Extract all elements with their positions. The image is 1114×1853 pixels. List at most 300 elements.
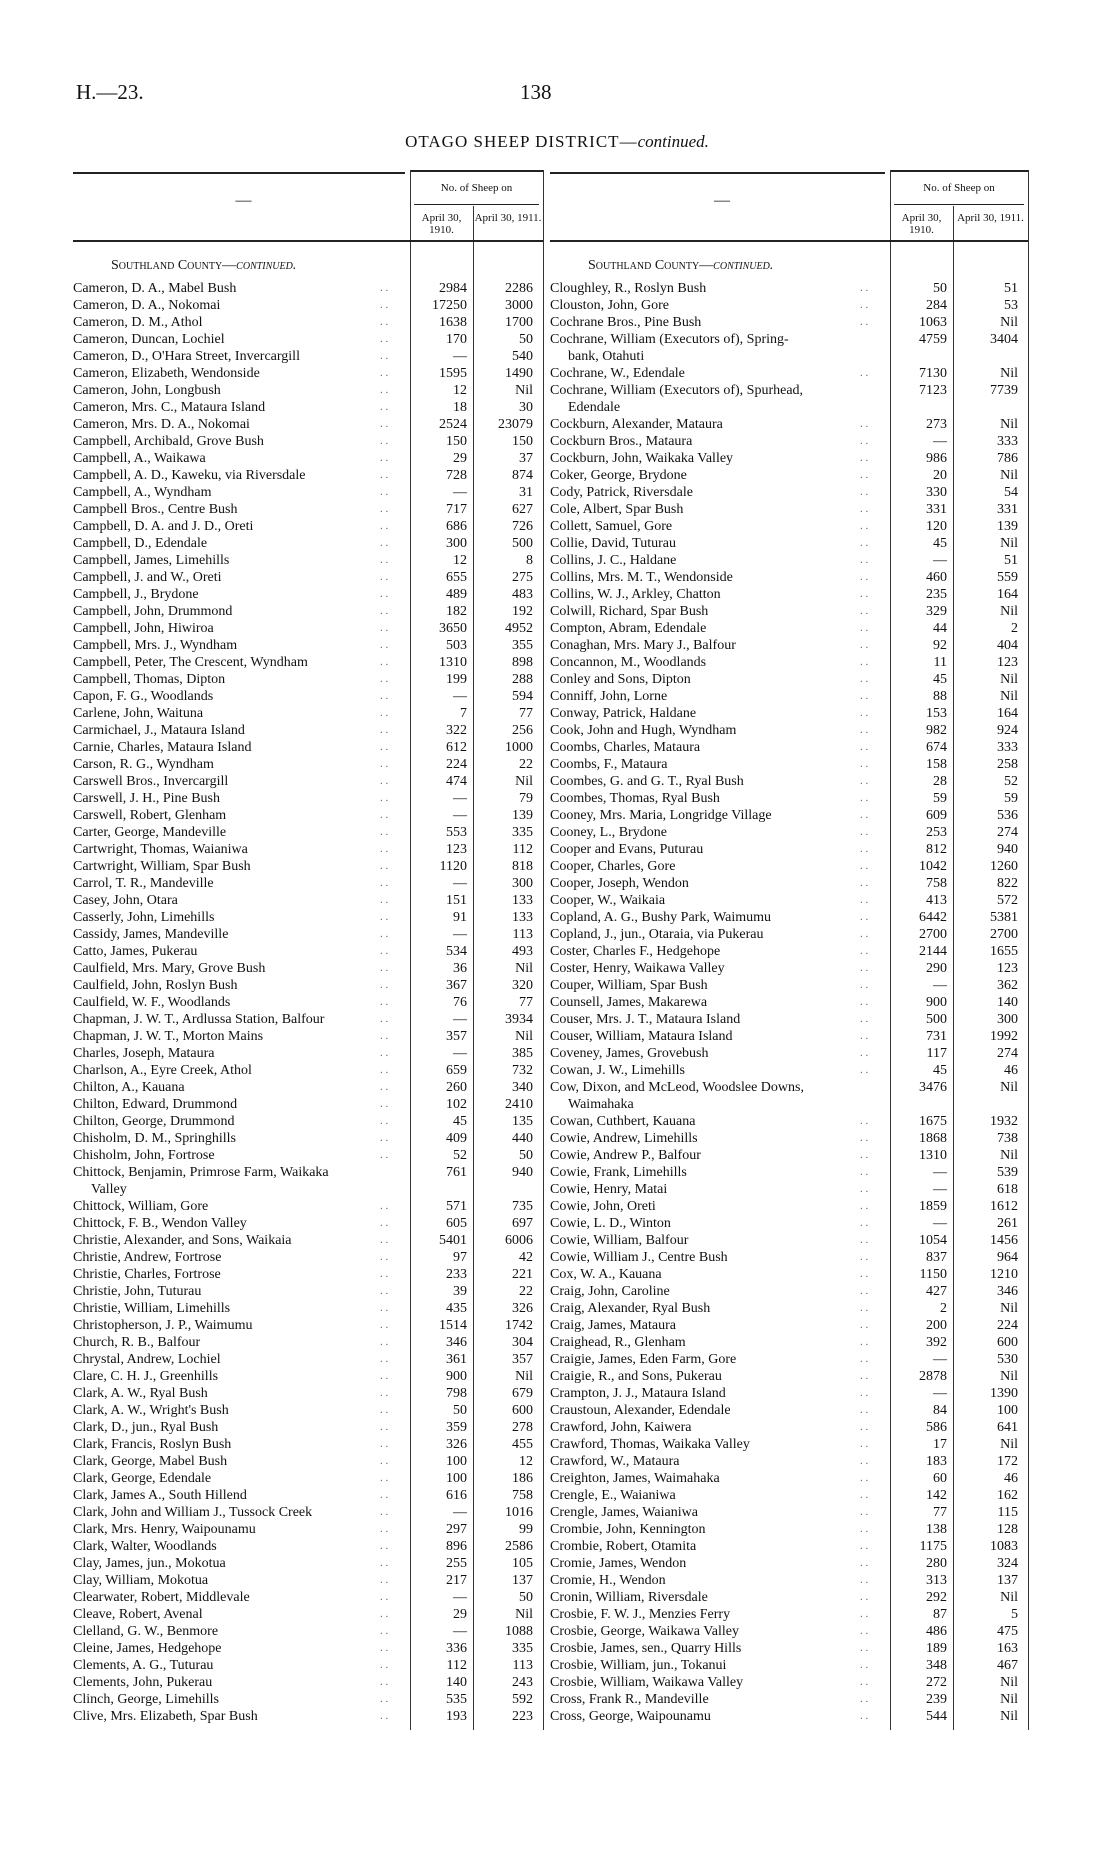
sheep-1910: 427 — [926, 1284, 947, 1299]
owner-name-text: Cole, Albert, Spar Bush — [550, 502, 684, 517]
owner-name-text: Coveney, James, Grovebush — [550, 1046, 709, 1061]
table-row — [550, 1317, 1030, 1334]
sheep-1911: 4952 — [505, 621, 533, 636]
sheep-1910: 300 — [446, 536, 467, 551]
dot-leader: . . — [860, 911, 869, 923]
table-row — [550, 977, 1030, 994]
sheep-1911: 1088 — [505, 1624, 533, 1639]
header-top-rule — [73, 172, 405, 174]
section-label: Southland County— — [588, 258, 714, 273]
owner-name — [73, 722, 402, 739]
sheep-1910: 7123 — [919, 383, 947, 398]
owner-name-text: Cameron, D., O'Hara Street, Invercargill — [73, 349, 300, 364]
owner-name-text: Cochrane, William (Executors of), Spurhead, — [550, 383, 804, 398]
owner-name-text: Christie, Andrew, Fortrose — [73, 1250, 222, 1265]
owner-name-text: Cowie, L. D., Winton — [550, 1216, 671, 1231]
dot-leader: . . — [860, 1472, 869, 1484]
owner-name — [73, 1011, 402, 1028]
owner-name-text: Clearwater, Robert, Middlevale — [73, 1590, 250, 1605]
header-sub-rule — [894, 204, 1024, 205]
sheep-1910: 1310 — [439, 655, 467, 670]
table-row — [73, 1623, 543, 1640]
table-row — [73, 1521, 543, 1538]
sheep-1910: 758 — [926, 876, 947, 891]
dot-leader: . . — [860, 1183, 869, 1195]
owner-name-text: Cowie, Frank, Limehills — [550, 1165, 687, 1180]
table-row — [73, 1011, 543, 1028]
table-row — [73, 1164, 543, 1198]
owner-name — [73, 603, 402, 620]
sheep-1911: 304 — [512, 1335, 533, 1350]
dot-leader: . . — [860, 316, 869, 328]
dot-leader: . . — [860, 1166, 869, 1178]
owner-name-text: Clark, George, Edendale — [73, 1471, 212, 1486]
table-row — [550, 824, 1030, 841]
table-row — [550, 1402, 1030, 1419]
table-row — [73, 671, 543, 688]
table-row — [73, 382, 543, 399]
dot-leader: . . — [860, 809, 869, 821]
owner-name — [550, 1691, 882, 1708]
table-row — [73, 297, 543, 314]
table-row — [550, 1062, 1030, 1079]
sheep-1910: — — [453, 1505, 467, 1520]
sheep-1911: 2286 — [505, 281, 533, 296]
dot-leader: . . — [860, 1030, 869, 1042]
table-row — [550, 1164, 1030, 1181]
table-row — [73, 1402, 543, 1419]
dot-leader: . . — [380, 809, 389, 821]
dot-leader: . . — [860, 571, 869, 583]
table-row — [550, 1606, 1030, 1623]
dot-leader: . . — [860, 1370, 869, 1382]
owner-name-text: Cartwright, William, Spar Bush — [73, 859, 251, 874]
owner-name — [73, 399, 402, 416]
header-bottom-rule — [550, 240, 1028, 242]
table-row — [550, 892, 1030, 909]
owner-name-text: Clements, A. G., Tuturau — [73, 1658, 214, 1673]
owner-name — [550, 1674, 882, 1691]
owner-name — [73, 824, 402, 841]
sheep-1911: 572 — [997, 893, 1018, 908]
owner-name — [73, 1419, 402, 1436]
sheep-1910: 5401 — [439, 1233, 467, 1248]
owner-name — [73, 314, 402, 331]
owner-name-text: Cowie, Andrew P., Balfour — [550, 1148, 701, 1163]
owner-name-text: Chilton, Edward, Drummond — [73, 1097, 238, 1112]
owner-name-text: Crampton, J. J., Mataura Island — [550, 1386, 726, 1401]
sheep-1911: 493 — [512, 944, 533, 959]
table-row — [73, 1385, 543, 1402]
sheep-1911: 77 — [519, 706, 533, 721]
sheep-1911: 137 — [512, 1573, 533, 1588]
sheep-1911: 618 — [997, 1182, 1018, 1197]
owner-name — [550, 1079, 882, 1113]
owner-name — [550, 620, 882, 637]
sheep-1910: 1120 — [439, 859, 467, 874]
owner-name-text: Coombs, F., Mataura — [550, 757, 668, 772]
owner-name-text: Chisholm, John, Fortrose — [73, 1148, 215, 1163]
table-row — [73, 1606, 543, 1623]
owner-name — [550, 1181, 882, 1198]
table-row — [550, 1028, 1030, 1045]
sheep-1910: 12 — [453, 553, 467, 568]
sheep-1910: — — [453, 349, 467, 364]
sheep-1911: 50 — [519, 332, 533, 347]
sheep-1910: 88 — [933, 689, 947, 704]
sheep-1910: 3476 — [919, 1080, 947, 1095]
sheep-1911: 12 — [519, 1454, 533, 1469]
sheep-1911: Nil — [1000, 1148, 1018, 1163]
dot-leader: . . — [380, 1302, 389, 1314]
table-row — [550, 1640, 1030, 1657]
sheep-1911: 53 — [1004, 298, 1018, 313]
owner-name-text: Christie, John, Tuturau — [73, 1284, 202, 1299]
dot-leader: . . — [380, 843, 389, 855]
dot-leader: . . — [380, 1234, 389, 1246]
owner-name — [73, 586, 402, 603]
owner-name — [73, 1402, 402, 1419]
owner-name-text: Cameron, John, Longbush — [73, 383, 221, 398]
owner-name — [550, 1232, 882, 1249]
sheep-1911: 37 — [519, 451, 533, 466]
sheep-1910: 1063 — [919, 315, 947, 330]
sheep-1910: 100 — [446, 1471, 467, 1486]
sheep-1911: 99 — [519, 1522, 533, 1537]
owner-name-text: Clinch, George, Limehills — [73, 1692, 219, 1707]
sheep-1910: 474 — [446, 774, 467, 789]
dot-leader: . . — [860, 741, 869, 753]
sheep-1911: 440 — [512, 1131, 533, 1146]
table-row — [550, 603, 1030, 620]
sheep-1911: 455 — [512, 1437, 533, 1452]
owner-name — [550, 875, 882, 892]
owner-name — [550, 1198, 882, 1215]
sheep-1911: 22 — [519, 1284, 533, 1299]
owner-name — [73, 841, 402, 858]
dot-leader: . . — [860, 1574, 869, 1586]
sheep-1910: 837 — [926, 1250, 947, 1265]
sheep-1911: 162 — [997, 1488, 1018, 1503]
dot-leader: . . — [860, 860, 869, 872]
dot-leader: . . — [380, 1625, 389, 1637]
dot-leader: . . — [380, 1200, 389, 1212]
table-row — [73, 875, 543, 892]
sheep-1911: Nil — [1000, 1369, 1018, 1384]
sheep-1910: 982 — [926, 723, 947, 738]
table-row — [550, 637, 1030, 654]
sheep-1911: 1490 — [505, 366, 533, 381]
owner-name-text: Carswell Bros., Invercargill — [73, 774, 229, 789]
owner-name-text: Cook, John and Hugh, Wyndham — [550, 723, 737, 738]
sheep-1910: 193 — [446, 1709, 467, 1724]
owner-name-text: Collins, Mrs. M. T., Wendonside — [550, 570, 733, 585]
dot-leader: . . — [380, 1472, 389, 1484]
owner-name-text: Cameron, Elizabeth, Wendonside — [73, 366, 260, 381]
sheep-1910: 553 — [446, 825, 467, 840]
sheep-1910: 50 — [453, 1403, 467, 1418]
owner-name-text: Chittock, William, Gore — [73, 1199, 209, 1214]
sheep-1910: 60 — [933, 1471, 947, 1486]
owner-name-text: Caulfield, Mrs. Mary, Grove Bush — [73, 961, 266, 976]
table-row — [550, 705, 1030, 722]
sheep-1910: 36 — [453, 961, 467, 976]
dot-leader: . . — [380, 384, 389, 396]
section-suffix: continued. — [236, 258, 297, 273]
sheep-1911: 475 — [997, 1624, 1018, 1639]
owner-name — [73, 1266, 402, 1283]
owner-name — [550, 756, 882, 773]
owner-name — [550, 1640, 882, 1657]
sheep-1911: 3934 — [505, 1012, 533, 1027]
sheep-1910: 2 — [940, 1301, 947, 1316]
owner-name-text: Clouston, John, Gore — [550, 298, 669, 313]
sheep-1911: 536 — [997, 808, 1018, 823]
sheep-1910: 18 — [453, 400, 467, 415]
owner-name — [550, 1402, 882, 1419]
sheep-1911: 261 — [997, 1216, 1018, 1231]
sheep-1911: 1000 — [505, 740, 533, 755]
owner-name-text: Cromie, H., Wendon — [550, 1573, 666, 1588]
table-row — [73, 1351, 543, 1368]
owner-name-text: Cameron, D. A., Mabel Bush — [73, 281, 237, 296]
sheep-1911: 133 — [512, 910, 533, 925]
sheep-1911: 123 — [997, 655, 1018, 670]
dot-leader: . . — [860, 299, 869, 311]
sheep-1910: 544 — [926, 1709, 947, 1724]
owner-name — [550, 1368, 882, 1385]
owner-name-text: Campbell, John, Drummond — [73, 604, 233, 619]
sheep-1911: 738 — [997, 1131, 1018, 1146]
sheep-1911: 135 — [512, 1114, 533, 1129]
owner-name-text: Coster, Henry, Waikawa Valley — [550, 961, 725, 976]
dot-leader: . . — [380, 1557, 389, 1569]
sheep-1910: 7130 — [919, 366, 947, 381]
header-group: No. of Sheep on — [440, 182, 513, 194]
owner-name — [550, 739, 882, 756]
dot-leader: . . — [380, 1268, 389, 1280]
owner-name-text: Cross, Frank R., Mandeville — [550, 1692, 709, 1707]
owner-name-text: Carswell, Robert, Glenham — [73, 808, 227, 823]
sheep-1910: 357 — [446, 1029, 467, 1044]
owner-name-text: Collett, Samuel, Gore — [550, 519, 673, 534]
owner-name — [73, 484, 402, 501]
sheep-1911: 137 — [997, 1573, 1018, 1588]
owner-name — [73, 1487, 402, 1504]
table-row — [550, 433, 1030, 450]
table-row — [550, 535, 1030, 552]
sheep-1910: 272 — [926, 1675, 947, 1690]
owner-name-text: Clark, Francis, Roslyn Bush — [73, 1437, 232, 1452]
owner-name-text: Clark, James A., South Hillend — [73, 1488, 247, 1503]
dot-leader: . . — [380, 503, 389, 515]
dot-leader: . . — [860, 673, 869, 685]
table-row — [550, 416, 1030, 433]
sheep-1910: — — [933, 434, 947, 449]
table-row — [73, 1266, 543, 1283]
title-suffix: continued. — [637, 132, 709, 151]
sheep-1910: — — [933, 978, 947, 993]
table-row — [73, 280, 543, 297]
dot-leader: . . — [380, 1030, 389, 1042]
dot-leader: . . — [860, 724, 869, 736]
table-row — [550, 1589, 1030, 1606]
sheep-1910: 1595 — [439, 366, 467, 381]
table-row — [73, 1062, 543, 1079]
sheep-1911: 258 — [997, 757, 1018, 772]
sheep-1911: Nil — [1000, 672, 1018, 687]
sheep-1911: 221 — [512, 1267, 533, 1282]
dot-leader: . . — [860, 707, 869, 719]
dot-leader: . . — [380, 1319, 389, 1331]
owner-name — [73, 518, 402, 535]
dot-leader: . . — [860, 945, 869, 957]
sheep-1910: — — [453, 791, 467, 806]
dot-leader: . . — [380, 1421, 389, 1433]
owner-name-text: Conaghan, Mrs. Mary J., Balfour — [550, 638, 736, 653]
table-row — [550, 1266, 1030, 1283]
sheep-1911: 113 — [512, 927, 533, 942]
owner-name-text: Cooney, Mrs. Maria, Longridge Village — [550, 808, 772, 823]
owner-name-text: Cox, W. A., Kauana — [550, 1267, 662, 1282]
table-row — [550, 1351, 1030, 1368]
table-row — [73, 739, 543, 756]
owner-name-text: Crombie, John, Kennington — [550, 1522, 706, 1537]
sheep-1910: 182 — [446, 604, 467, 619]
owner-name — [550, 1623, 882, 1640]
sheep-1910: 52 — [453, 1148, 467, 1163]
table-row — [73, 1283, 543, 1300]
owner-name — [73, 416, 402, 433]
table-row — [73, 1113, 543, 1130]
owner-name-text: Cowie, William, Balfour — [550, 1233, 689, 1248]
table-row — [550, 858, 1030, 875]
sheep-1911: 679 — [512, 1386, 533, 1401]
dot-leader: . . — [380, 282, 389, 294]
dot-leader: . . — [380, 1659, 389, 1671]
owner-name-text: Cow, Dixon, and McLeod, Woodslee Downs, — [550, 1080, 804, 1095]
table-row — [73, 450, 543, 467]
left-table — [73, 170, 543, 1730]
owner-name — [73, 705, 402, 722]
sheep-1910: 45 — [933, 536, 947, 551]
owner-name — [550, 1657, 882, 1674]
sheep-1911: Nil — [515, 1029, 533, 1044]
table-row — [550, 314, 1030, 331]
sheep-1911: Nil — [1000, 1437, 1018, 1452]
owner-name — [73, 450, 402, 467]
owner-name — [550, 654, 882, 671]
sheep-1911: 500 — [512, 536, 533, 551]
table-row — [73, 1572, 543, 1589]
owner-name-text: Caulfield, W. F., Woodlands — [73, 995, 231, 1010]
sheep-1910: 616 — [446, 1488, 467, 1503]
sheep-1911: 172 — [997, 1454, 1018, 1469]
sheep-1910: 183 — [926, 1454, 947, 1469]
owner-name — [73, 1606, 402, 1623]
sheep-1910: 17250 — [432, 298, 467, 313]
sheep-1911: 1612 — [990, 1199, 1018, 1214]
sheep-1910: — — [933, 553, 947, 568]
dot-leader: . . — [380, 1642, 389, 1654]
owner-name — [550, 637, 882, 654]
sheep-1911: 223 — [512, 1709, 533, 1724]
owner-name-text: Cochrane, W., Edendale — [550, 366, 685, 381]
owner-name-text: Campbell, John, Hiwiroa — [73, 621, 214, 636]
owner-name — [550, 450, 882, 467]
owner-name — [550, 501, 882, 518]
sheep-1911: 275 — [512, 570, 533, 585]
owner-name — [73, 1147, 402, 1164]
owner-name-text: Colwill, Richard, Spar Bush — [550, 604, 709, 619]
owner-name — [550, 841, 882, 858]
owner-name-text: Clark, George, Mabel Bush — [73, 1454, 228, 1469]
section-label: Southland County— — [111, 258, 237, 273]
table-row — [73, 841, 543, 858]
owner-name — [550, 586, 882, 603]
table-row — [550, 620, 1030, 637]
table-row — [550, 756, 1030, 773]
dot-leader: . . — [380, 605, 389, 617]
table-row — [73, 416, 543, 433]
table-row — [73, 365, 543, 382]
table-row — [73, 501, 543, 518]
dot-leader: . . — [380, 350, 389, 362]
dot-leader: . . — [860, 843, 869, 855]
sheep-1911: 278 — [512, 1420, 533, 1435]
owner-name — [73, 1300, 402, 1317]
dot-leader: . . — [380, 1693, 389, 1705]
owner-name-text: Crosbie, William, Waikawa Valley — [550, 1675, 744, 1690]
dot-leader: . . — [380, 860, 389, 872]
sheep-1910: 986 — [926, 451, 947, 466]
sheep-1910: 217 — [446, 1573, 467, 1588]
table-rows — [550, 280, 1030, 1725]
owner-name — [550, 603, 882, 620]
dot-leader: . . — [860, 1047, 869, 1059]
owner-name — [73, 1062, 402, 1079]
owner-name-text: Collie, David, Tuturau — [550, 536, 677, 551]
sheep-1910: 322 — [446, 723, 467, 738]
sheep-1910: 535 — [446, 1692, 467, 1707]
dot-leader: . . — [860, 1234, 869, 1246]
table-row — [550, 467, 1030, 484]
owner-name — [73, 994, 402, 1011]
table-row — [550, 1300, 1030, 1317]
owner-name — [73, 569, 402, 586]
owner-name — [550, 1504, 882, 1521]
dot-leader: . . — [380, 1098, 389, 1110]
table-row — [550, 484, 1030, 501]
sheep-1911: Nil — [515, 774, 533, 789]
sheep-1910: 798 — [446, 1386, 467, 1401]
owner-name — [73, 807, 402, 824]
owner-name-text: Cronin, William, Riversdale — [550, 1590, 708, 1605]
table-row — [73, 1538, 543, 1555]
owner-name — [550, 1266, 882, 1283]
table-row — [73, 1368, 543, 1385]
title-text: OTAGO SHEEP DISTRICT— — [405, 132, 638, 151]
owner-name — [550, 790, 882, 807]
owner-name — [73, 1691, 402, 1708]
owner-name-text: Chittock, Benjamin, Primrose Farm, Waikaka — [73, 1165, 329, 1180]
sheep-1911: 22 — [519, 757, 533, 772]
table-row — [550, 569, 1030, 586]
dot-leader: . . — [860, 826, 869, 838]
sheep-1910: 1868 — [919, 1131, 947, 1146]
owner-name — [73, 1708, 402, 1725]
sheep-1910: 2144 — [919, 944, 947, 959]
